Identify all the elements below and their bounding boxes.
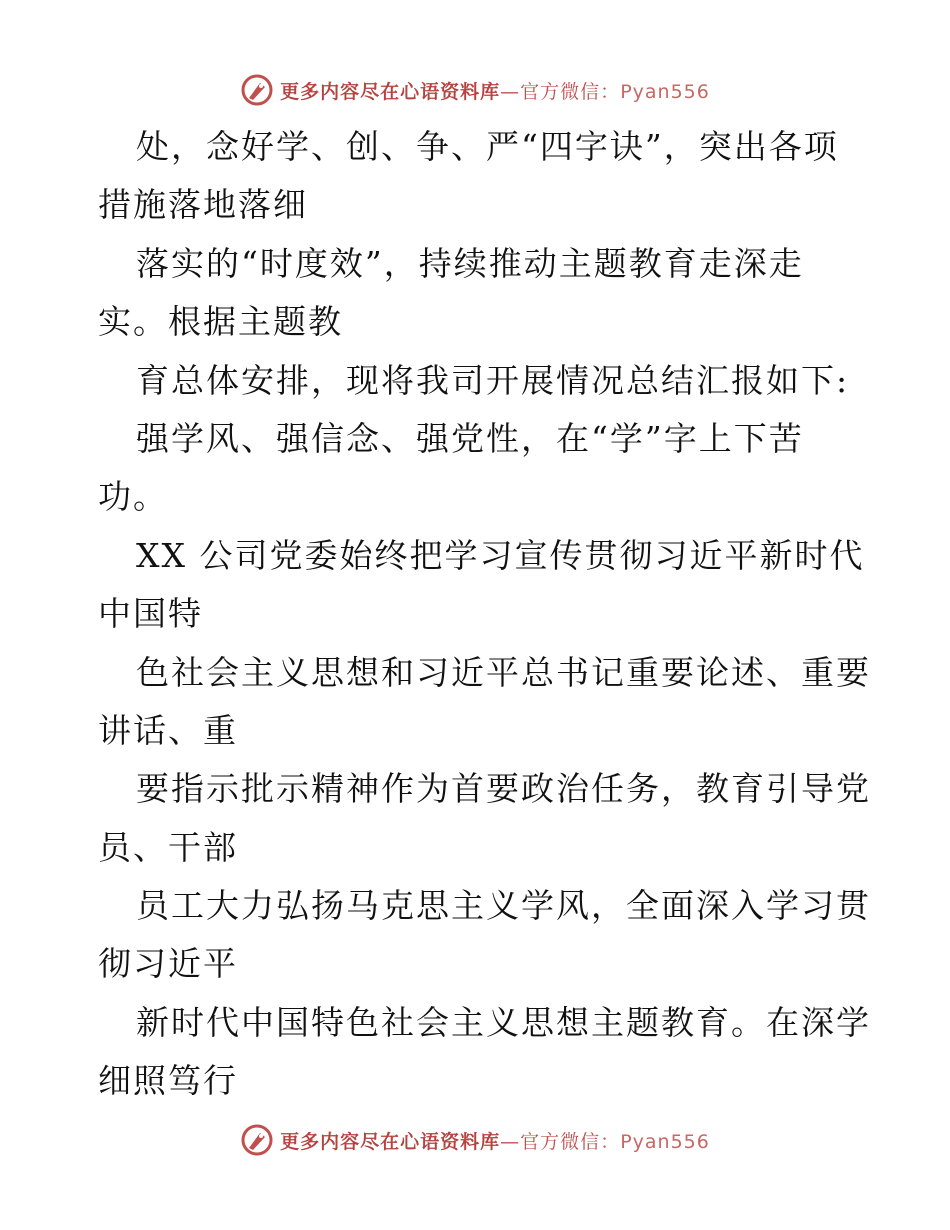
text-line: XX 公司党委始终把学习宣传贯彻习近平新时代 <box>136 535 865 575</box>
text-line: 员、干部 <box>98 827 238 867</box>
watermark-text <box>280 1127 710 1154</box>
text-line: 功。 <box>98 477 168 517</box>
header-watermark <box>0 70 950 110</box>
text-line: 中国特 <box>98 594 203 634</box>
pen-nib-logo-icon <box>240 73 274 107</box>
watermark-wechat-label: 官方微信： <box>520 80 621 103</box>
footer-watermark <box>0 1120 950 1160</box>
text-line: 措施落地落细 <box>98 185 308 225</box>
watermark-account: Pyan556 <box>620 1130 710 1153</box>
text-line: 彻习近平 <box>98 944 238 984</box>
text-line: 处，念好学、创、争、严“四字诀”，突出各项 <box>136 127 839 166</box>
text-line: 新时代中国特色社会主义思想主题教育。在深学 <box>136 1002 871 1042</box>
watermark-wechat-label: 官方微信： <box>520 1130 621 1153</box>
watermark-brand: 更多内容尽在心语资料库 <box>280 80 501 103</box>
text-line: 细照笃行 <box>98 1061 238 1101</box>
text-line: 强学风、强信念、强党性，在“学”字上下苦 <box>136 418 804 458</box>
text-line: 实。根据主题教 <box>98 302 343 342</box>
text-line: 落实的“时度效”，持续推动主题教育走深走 <box>136 243 804 283</box>
watermark-separator: — <box>500 80 521 103</box>
text-line: 员工大力弘扬马克思主义学风，全面深入学习贯 <box>136 886 871 926</box>
watermark-brand: 更多内容尽在心语资料库 <box>280 1130 501 1153</box>
watermark-account: Pyan556 <box>620 80 710 103</box>
text-line: 育总体安排，现将我司开展情况总结汇报如下: <box>136 360 850 400</box>
text-line: 讲话、重 <box>98 710 238 750</box>
watermark-separator: — <box>500 1130 521 1153</box>
watermark-text <box>280 77 710 104</box>
text-line: 要指示批示精神作为首要政治任务，教育引导党 <box>136 769 871 809</box>
pen-nib-logo-icon <box>240 1123 274 1157</box>
document-body <box>98 118 871 1111</box>
text-line: 色社会主义思想和习近平总书记重要论述、重要 <box>136 652 871 692</box>
